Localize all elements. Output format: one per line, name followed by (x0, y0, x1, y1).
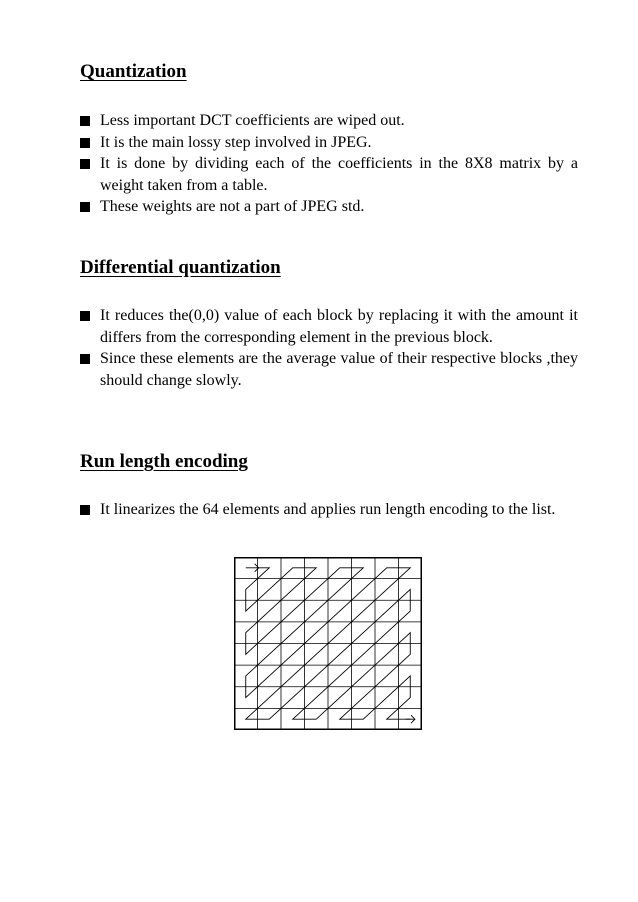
bullet-text: It linearizes the 64 elements and applies run length encoding to the list. (100, 501, 556, 518)
bullet-text: It reduces the(0,0) value of each block by replacing it with the amount it differs from the corresponding element in the previous block. (100, 307, 578, 346)
section-quantization (80, 60, 578, 218)
bullet-text: It is the main lossy step involved in JPEG. (100, 133, 372, 151)
bullet-item (80, 153, 578, 196)
square-bullet-icon (80, 505, 90, 515)
bullet-text: Since these elements are the average value of their respective blocks ,they should change slowly. (100, 350, 578, 389)
zigzag-scan-diagram (234, 557, 422, 730)
square-bullet-icon (80, 354, 90, 364)
square-bullet-icon (80, 311, 90, 321)
section-differential-quantization (80, 256, 578, 391)
bullet-item (80, 348, 578, 391)
heading-run-length-encoding: Run length encoding (80, 451, 248, 472)
square-bullet-icon (80, 116, 90, 126)
bullet-item (80, 110, 578, 132)
bullet-list-quantization (80, 110, 578, 218)
heading-differential-quantization: Differential quantization (80, 257, 281, 278)
bullet-list-differential (80, 305, 578, 391)
square-bullet-icon (80, 159, 90, 169)
bullet-text: These weights are not a part of JPEG std. (100, 198, 365, 215)
bullet-list-rle (80, 499, 578, 521)
square-bullet-icon (80, 138, 90, 148)
section-run-length-encoding (80, 450, 578, 521)
bullet-item (80, 499, 578, 521)
square-bullet-icon (80, 202, 90, 212)
bullet-text: Less important DCT coefficients are wiped out. (100, 112, 405, 129)
heading-quantization: Quantization (80, 61, 187, 82)
bullet-item (80, 305, 578, 348)
bullet-text: It is done by dividing each of the coefficients in the 8X8 matrix by a weight taken from a table. (100, 155, 578, 194)
bullet-item (80, 132, 578, 154)
bullet-item (80, 196, 578, 218)
